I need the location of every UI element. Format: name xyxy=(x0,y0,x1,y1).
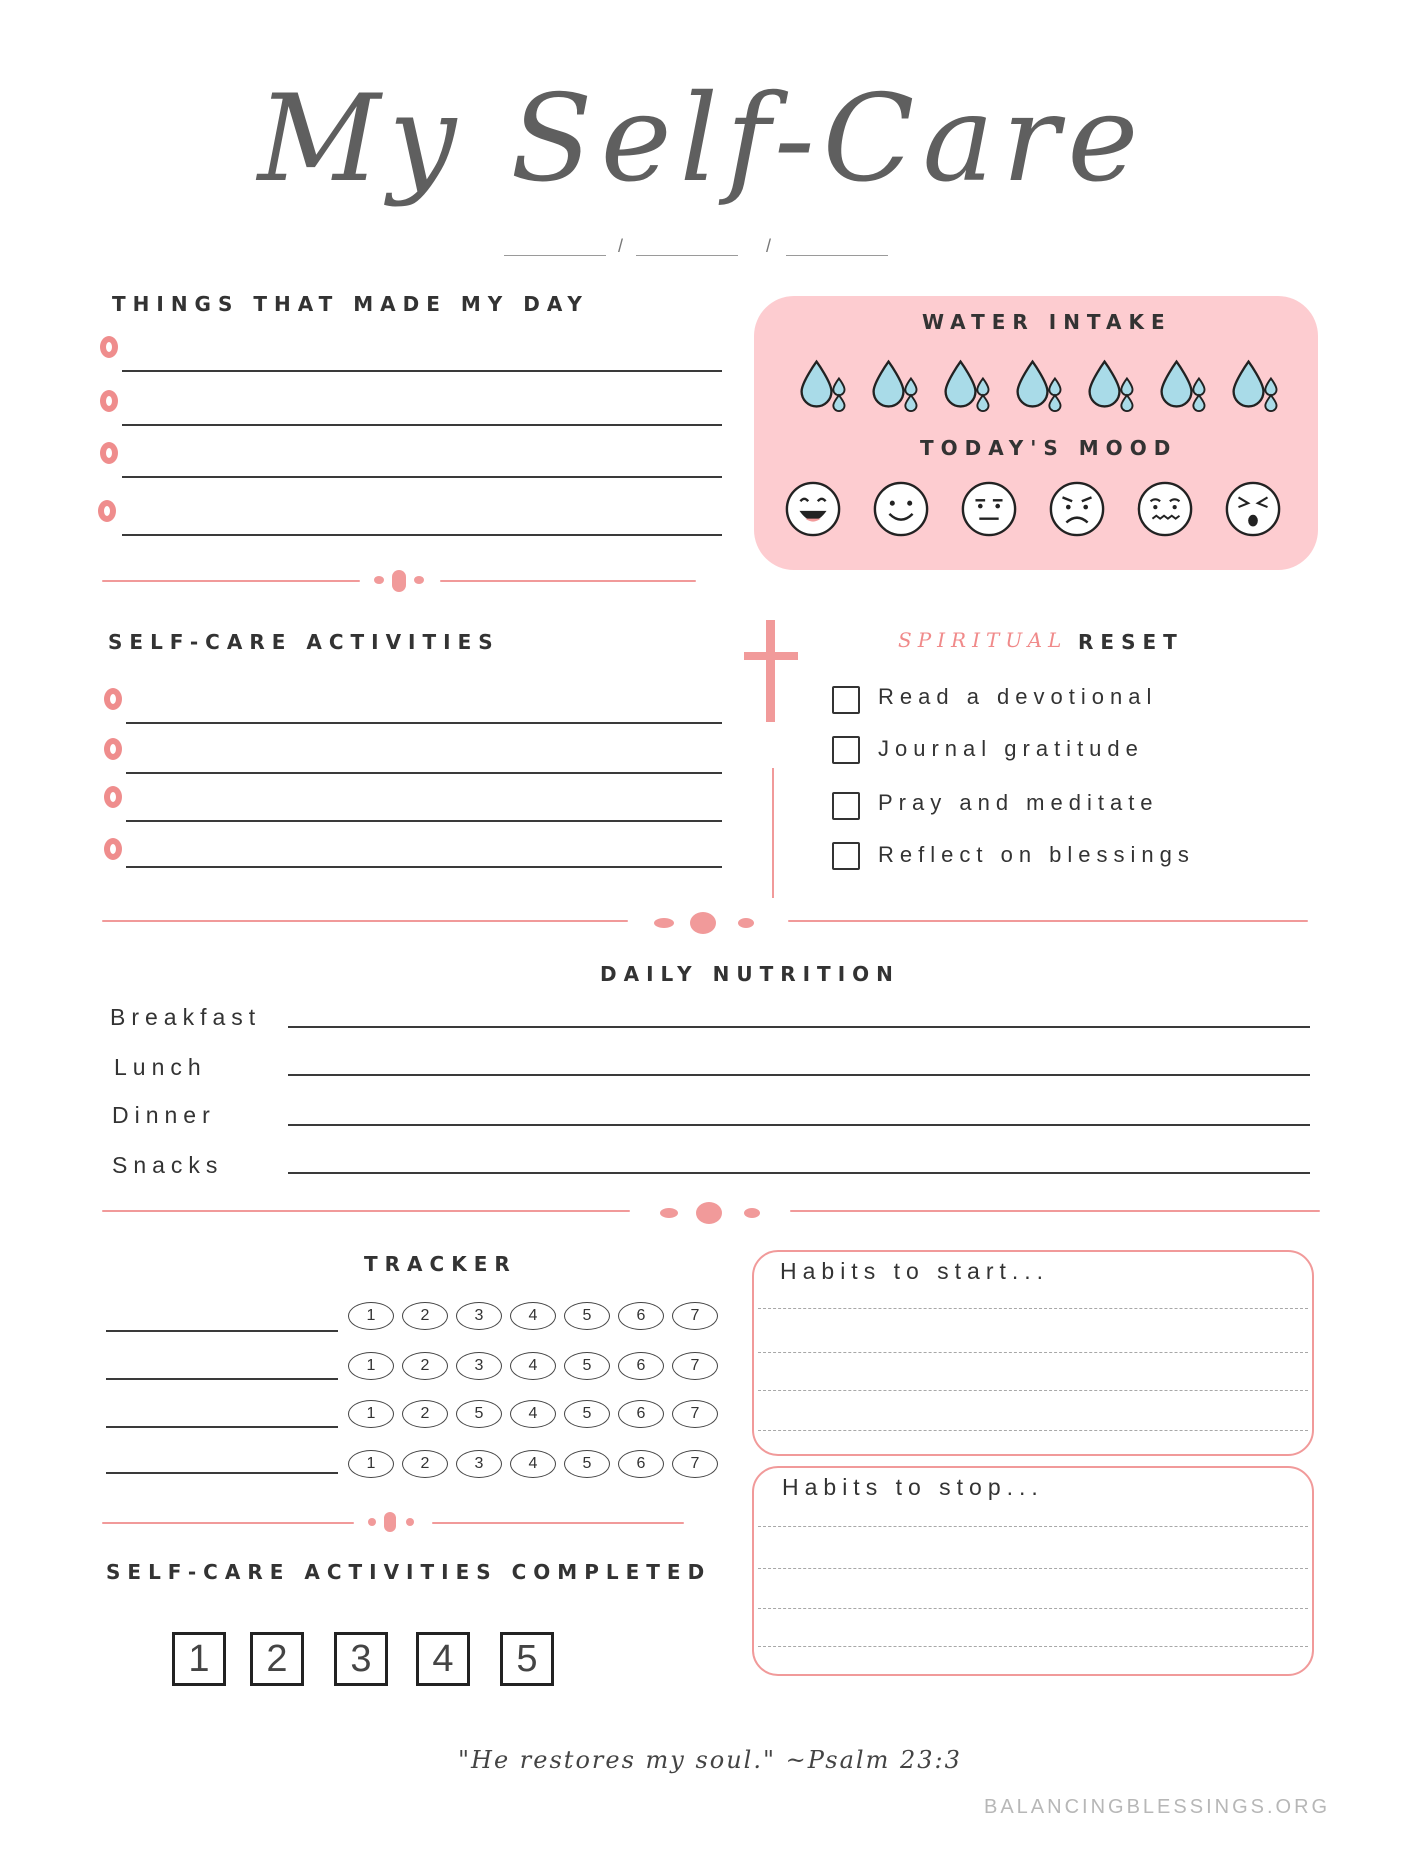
dashed-line xyxy=(758,1390,1308,1391)
things-line-1[interactable] xyxy=(122,370,722,372)
divider-line xyxy=(440,580,696,582)
breakfast-line[interactable] xyxy=(288,1026,1310,1028)
bullet-dot xyxy=(104,688,122,710)
things-line-4[interactable] xyxy=(122,534,722,536)
tracker-oval[interactable]: 5 xyxy=(456,1400,502,1428)
completed-box-3[interactable]: 3 xyxy=(334,1632,388,1686)
water-drops xyxy=(796,356,1276,416)
checkbox-reflect[interactable] xyxy=(832,842,860,870)
tracker-oval[interactable]: 2 xyxy=(402,1400,448,1428)
check-label: Read a devotional xyxy=(878,684,1158,709)
activities-line-3[interactable] xyxy=(126,820,722,822)
angry-face-icon[interactable] xyxy=(1224,480,1282,538)
meal-label-snacks: Snacks xyxy=(112,1152,224,1178)
habits-start-label: Habits to start... xyxy=(780,1258,1050,1284)
activities-heading: SELF-CARE ACTIVITIES xyxy=(108,630,500,654)
completed-box-1[interactable]: 1 xyxy=(172,1632,226,1686)
meal-label-breakfast: Breakfast xyxy=(110,1004,262,1030)
tracker-oval[interactable]: 4 xyxy=(510,1352,556,1380)
tracker-oval[interactable]: 7 xyxy=(672,1302,718,1330)
date-month-line[interactable] xyxy=(504,255,606,256)
divider-line xyxy=(102,580,360,582)
divider-dot xyxy=(660,1208,678,1218)
smiling-face-icon[interactable] xyxy=(872,480,930,538)
divider-dot xyxy=(392,570,406,592)
activities-line-2[interactable] xyxy=(126,772,722,774)
tracker-oval[interactable]: 2 xyxy=(402,1450,448,1478)
divider-line xyxy=(790,1210,1320,1212)
neutral-face-icon[interactable] xyxy=(960,480,1018,538)
divider-line xyxy=(102,1522,354,1524)
dashed-line xyxy=(758,1430,1308,1431)
tracker-oval[interactable]: 1 xyxy=(348,1352,394,1380)
activities-line-1[interactable] xyxy=(126,722,722,724)
dashed-line xyxy=(758,1308,1308,1309)
completed-heading: SELF-CARE ACTIVITIES COMPLETED xyxy=(106,1560,712,1584)
divider-line xyxy=(102,1210,630,1212)
things-heading: THINGS THAT MADE MY DAY xyxy=(112,292,589,316)
dashed-line xyxy=(758,1352,1308,1353)
divider-dot xyxy=(654,918,674,928)
tracker-grid xyxy=(348,1302,722,1482)
footer-quote: "He restores my soul." ~Psalm 23:3 xyxy=(458,1746,962,1774)
water-drop-icon[interactable] xyxy=(940,356,996,412)
things-line-3[interactable] xyxy=(122,476,722,478)
dashed-line xyxy=(758,1568,1308,1569)
tracker-oval[interactable]: 4 xyxy=(510,1400,556,1428)
tracker-oval[interactable]: 7 xyxy=(672,1352,718,1380)
divider-dot xyxy=(696,1202,722,1224)
cross-bar xyxy=(744,652,798,660)
divider-line xyxy=(102,920,628,922)
date-separator: / xyxy=(618,236,624,256)
meal-label-lunch: Lunch xyxy=(114,1054,207,1080)
tracker-oval[interactable]: 5 xyxy=(564,1352,610,1380)
things-line-2[interactable] xyxy=(122,424,722,426)
dashed-line xyxy=(758,1526,1308,1527)
checkbox-pray[interactable] xyxy=(832,792,860,820)
sad-face-icon[interactable] xyxy=(1048,480,1106,538)
bullet-dot xyxy=(100,442,118,464)
completed-box-4[interactable]: 4 xyxy=(416,1632,470,1686)
tracker-oval[interactable]: 3 xyxy=(456,1302,502,1330)
tracker-oval[interactable]: 1 xyxy=(348,1450,394,1478)
divider-line xyxy=(432,1522,684,1524)
tracker-oval[interactable]: 2 xyxy=(402,1352,448,1380)
completed-box-5[interactable]: 5 xyxy=(500,1632,554,1686)
water-heading: WATER INTAKE xyxy=(922,310,1172,334)
water-drop-icon[interactable] xyxy=(1228,356,1284,412)
water-drop-icon[interactable] xyxy=(796,356,852,412)
laughing-face-icon[interactable] xyxy=(784,480,842,538)
tracker-oval[interactable]: 6 xyxy=(618,1352,664,1380)
mood-heading: TODAY'S MOOD xyxy=(920,436,1178,460)
spiritual-heading-rest: RESET xyxy=(1078,630,1184,654)
snacks-line[interactable] xyxy=(288,1172,1310,1174)
tracker-line-4[interactable] xyxy=(106,1472,338,1474)
meal-label-dinner: Dinner xyxy=(112,1102,216,1128)
bullet-dot xyxy=(104,786,122,808)
bullet-dot xyxy=(100,336,118,358)
tracker-line-2[interactable] xyxy=(106,1378,338,1380)
water-drop-icon[interactable] xyxy=(1156,356,1212,412)
cross-icon xyxy=(766,620,775,722)
tracker-oval[interactable]: 5 xyxy=(564,1302,610,1330)
page-title: My Self-Care xyxy=(257,70,1147,209)
tracker-oval[interactable]: 3 xyxy=(456,1352,502,1380)
checkbox-devotional[interactable] xyxy=(832,686,860,714)
tracker-oval[interactable]: 5 xyxy=(564,1450,610,1478)
anxious-face-icon[interactable] xyxy=(1136,480,1194,538)
check-label: Reflect on blessings xyxy=(878,842,1195,867)
water-drop-icon[interactable] xyxy=(1084,356,1140,412)
dashed-line xyxy=(758,1646,1308,1647)
divider-dot xyxy=(406,1518,414,1526)
activities-line-4[interactable] xyxy=(126,866,722,868)
site-url: BALANCINGBLESSINGS.ORG xyxy=(984,1796,1331,1818)
check-label: Journal gratitude xyxy=(878,736,1144,761)
tracker-line-1[interactable] xyxy=(106,1330,338,1332)
divider-line xyxy=(788,920,1308,922)
spiritual-heading-script: SPIRITUAL xyxy=(898,628,1068,652)
nutrition-heading: DAILY NUTRITION xyxy=(600,962,900,986)
bullet-dot xyxy=(104,738,122,760)
tracker-oval[interactable]: 6 xyxy=(618,1302,664,1330)
divider-dot xyxy=(690,912,716,934)
check-label: Pray and meditate xyxy=(878,790,1159,815)
tracker-oval[interactable]: 4 xyxy=(510,1450,556,1478)
date-day-line[interactable] xyxy=(636,255,738,256)
tracker-oval[interactable]: 6 xyxy=(618,1400,664,1428)
tracker-oval[interactable]: 4 xyxy=(510,1302,556,1330)
tracker-oval[interactable]: 1 xyxy=(348,1302,394,1330)
dinner-line[interactable] xyxy=(288,1124,1310,1126)
tracker-line-3[interactable] xyxy=(106,1426,338,1428)
tracker-oval[interactable]: 6 xyxy=(618,1450,664,1478)
tracker-oval[interactable]: 2 xyxy=(402,1302,448,1330)
divider-dot xyxy=(744,1208,760,1218)
dashed-line xyxy=(758,1608,1308,1609)
lunch-line[interactable] xyxy=(288,1074,1310,1076)
bullet-dot xyxy=(98,500,116,522)
tracker-oval[interactable]: 5 xyxy=(564,1400,610,1428)
tracker-oval[interactable]: 7 xyxy=(672,1400,718,1428)
vertical-divider xyxy=(772,768,774,898)
tracker-oval[interactable]: 3 xyxy=(456,1450,502,1478)
divider-dot xyxy=(384,1512,396,1532)
tracker-oval[interactable]: 1 xyxy=(348,1400,394,1428)
date-separator: / xyxy=(766,236,772,256)
divider-dot xyxy=(738,918,754,928)
completed-box-2[interactable]: 2 xyxy=(250,1632,304,1686)
date-year-line[interactable] xyxy=(786,255,888,256)
water-drop-icon[interactable] xyxy=(868,356,924,412)
bullet-dot xyxy=(100,390,118,412)
divider-dot xyxy=(374,576,384,584)
bullet-dot xyxy=(104,838,122,860)
divider-dot xyxy=(414,576,424,584)
checkbox-gratitude[interactable] xyxy=(832,736,860,764)
water-drop-icon[interactable] xyxy=(1012,356,1068,412)
habits-stop-label: Habits to stop... xyxy=(782,1474,1044,1500)
divider-dot xyxy=(368,1518,376,1526)
tracker-heading: TRACKER xyxy=(364,1252,517,1276)
tracker-oval[interactable]: 7 xyxy=(672,1450,718,1478)
